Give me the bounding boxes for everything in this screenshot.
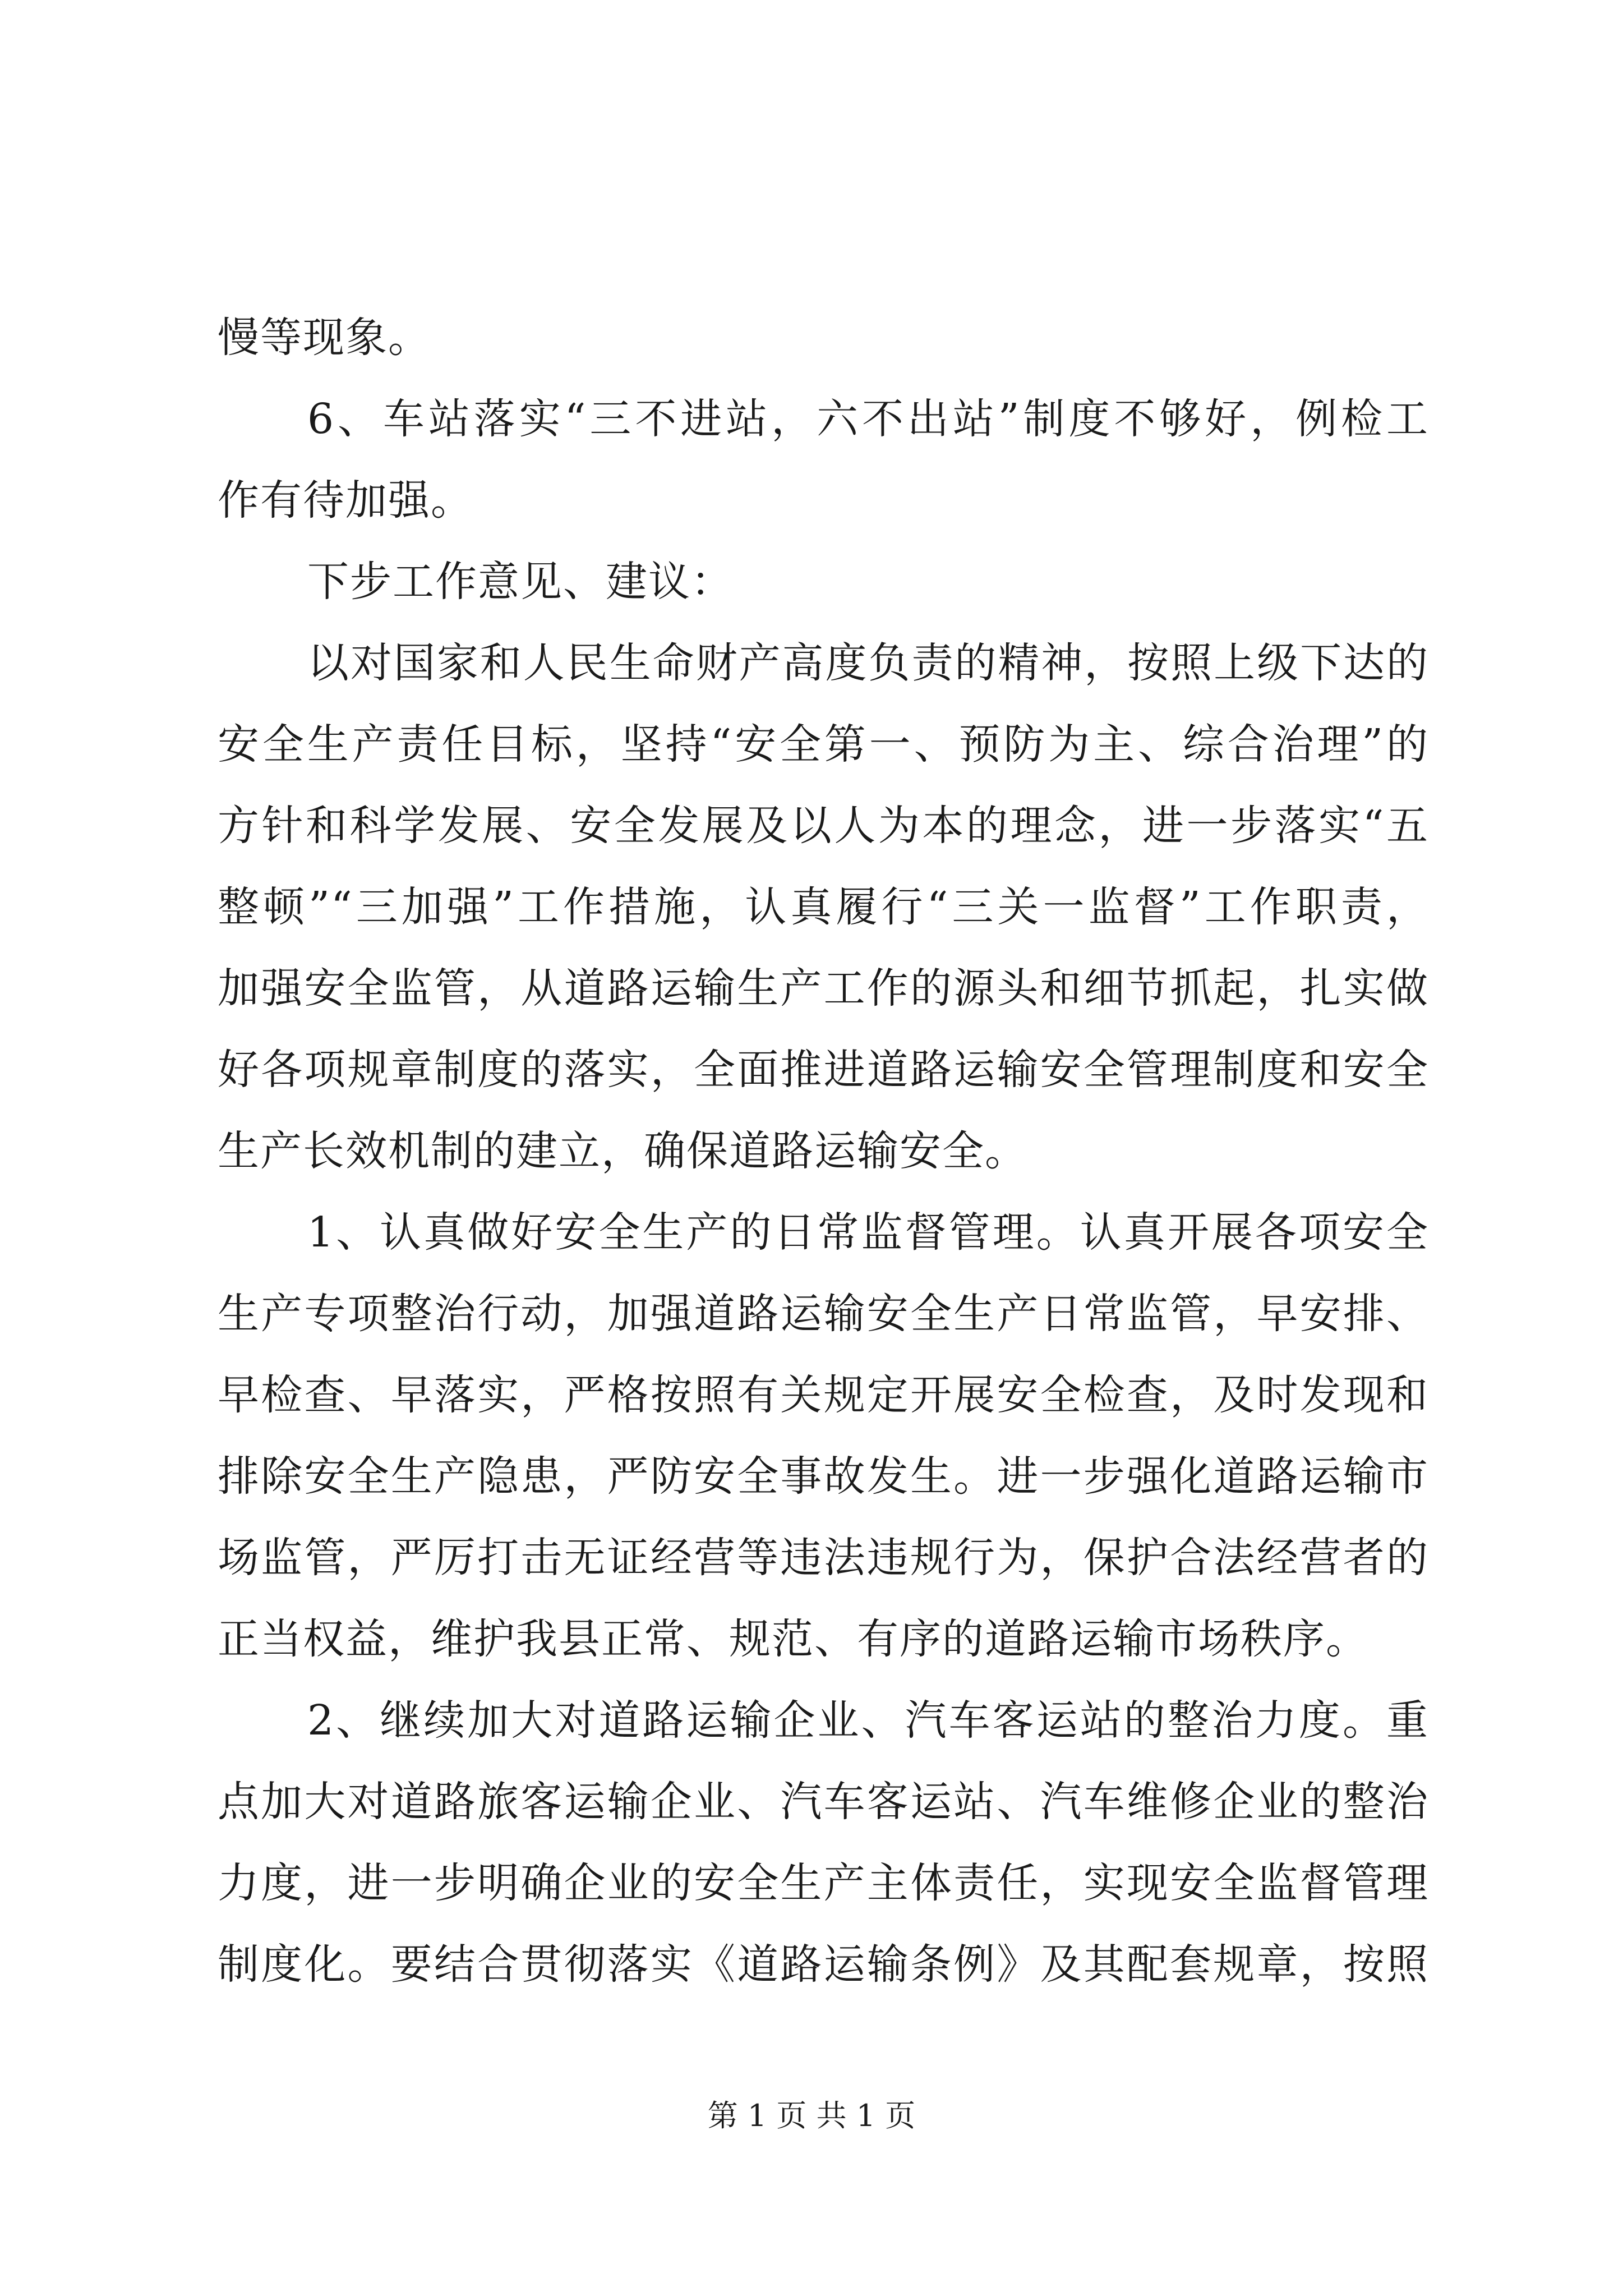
text-line: 制度化。要结合贯彻落实《道路运输条例》及其配套规章，按照 [218, 1940, 1429, 1989]
text-line: 加强安全监管，从道路运输生产工作的源头和细节抓起，扎实做 [218, 964, 1429, 1013]
text-line: 场监管，严厉打击无证经营等违法违规行为，保护合法经营者的 [218, 1534, 1429, 1582]
text-line: 方针和科学发展、安全发展及以人为本的理念，进一步落实“五 [218, 802, 1429, 850]
page-number-footer: 第 1 页 共 1 页 [707, 2098, 916, 2133]
text-line: 正当权益，维护我县正常、规范、有序的道路运输市场秩序。 [218, 1615, 1368, 1663]
text-line: 1、认真做好安全生产的日常监督管理。认真开展各项安全 [307, 1208, 1429, 1257]
text-line: 下步工作意见、建议： [307, 558, 734, 606]
text-line: 好各项规章制度的落实，全面推进道路运输安全管理制度和安全 [218, 1046, 1429, 1094]
text-line: 生产专项整治行动，加强道路运输安全生产日常监管，早安排、 [218, 1290, 1429, 1338]
text-line: 以对国家和人民生命财产高度负责的精神，按照上级下达的 [307, 639, 1429, 687]
text-line: 安全生产责任目标，坚持“安全第一、预防为主、综合治理”的 [218, 720, 1429, 769]
text-line: 2、继续加大对道路运输企业、汽车客运站的整治力度。重 [307, 1696, 1429, 1745]
text-line: 生产长效机制的建立，确保道路运输安全。 [218, 1127, 1027, 1175]
text-line: 慢等现象。 [218, 314, 431, 362]
text-line: 排除安全生产隐患，严防安全事故发生。进一步强化道路运输市 [218, 1452, 1429, 1501]
text-line: 早检查、早落实，严格按照有关规定开展安全检查，及时发现和 [218, 1371, 1429, 1419]
text-line: 6、车站落实“三不进站，六不出站”制度不够好，例检工 [307, 395, 1429, 443]
text-line: 作有待加强。 [218, 476, 473, 524]
text-line: 力度，进一步明确企业的安全生产主体责任，实现安全监督管理 [218, 1859, 1429, 1907]
text-line: 整顿”“三加强”工作措施，认真履行“三关一监督”工作职责， [218, 883, 1429, 931]
text-line: 点加大对道路旅客运输企业、汽车客运站、汽车维修企业的整治 [218, 1778, 1429, 1826]
